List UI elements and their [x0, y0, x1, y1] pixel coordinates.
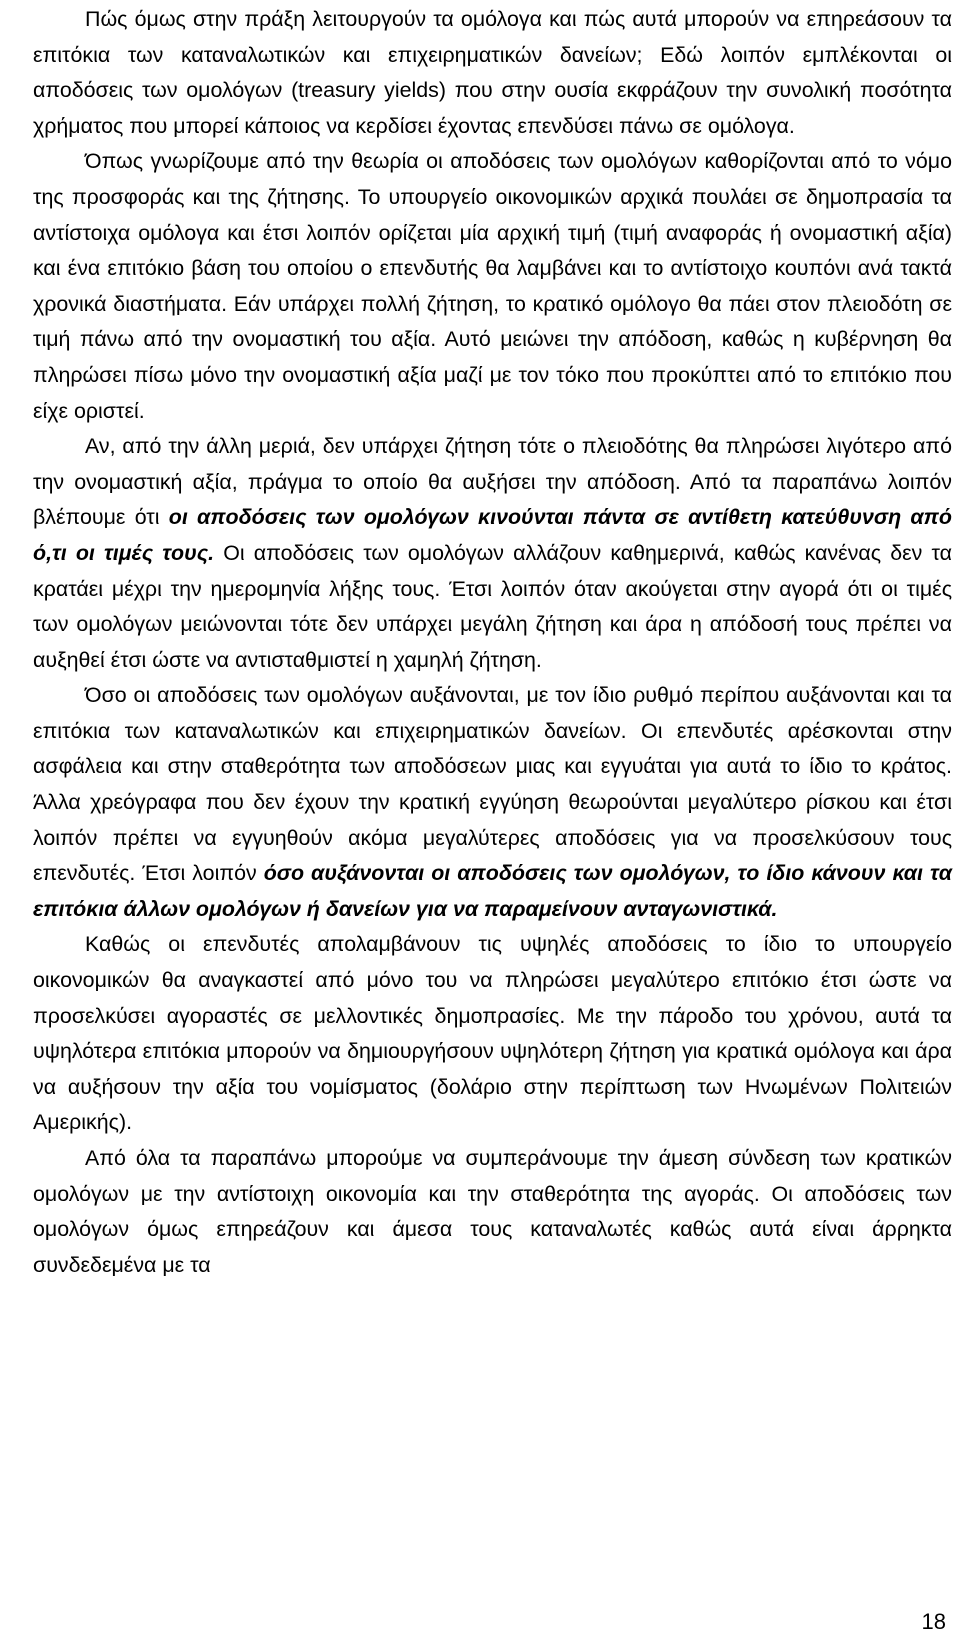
emphasized-text: οι αποδόσεις των ομολόγων κινούνται πάντα σε αντίθετη κατεύθυνση από ό,τι οι τιμές τους. — [33, 505, 952, 565]
paragraph — [33, 678, 952, 927]
text-run: Πώς όμως στην πράξη λειτουργούν τα ομόλογα και πώς αυτά μπορούν να επηρεάσουν τα επιτόκια των καταναλωτικών και επιχειρηματικών δανείων; Εδώ λοιπόν εμπλέκονται οι αποδόσεις των ομολόγων (treasury yields) που στην ουσία εκφράζουν την συνολική ποσότητα χρήματος που μπορεί κάποιος να κερδίσει έχοντας επενδύσει πάνω σε ομόλογα. — [33, 7, 952, 138]
text-run: Από όλα τα παραπάνω μπορούμε να συμπεράνουμε την άμεση σύνδεση των κρατικών ομολόγων με την αντίστοιχη οικονομία και την σταθερότητα της αγοράς. Οι αποδόσεις των ομολόγων όμως επηρεάζουν και άμεσα τους καταναλωτές καθώς αυτά είναι άρρηκτα συνδεδεμένα με τα — [33, 1146, 952, 1277]
paragraph — [33, 927, 952, 1141]
text-run: Όσο οι αποδόσεις των ομολόγων αυξάνονται, με τον ίδιο ρυθμό περίπου αυξάνονται και τα επιτόκια των καταναλωτικών και επιχειρηματικών δανείων. Οι επενδυτές αρέσκονται στην ασφάλεια και στην σταθερότητα των αποδόσεων μιας και εγγυάται για αυτά το ίδιο το κράτος. Άλλα χρεόγραφα που δεν έχουν την κρατική εγγύηση θεωρούνται μεγαλύτερο ρίσκου και έτσι λοιπόν πρέπει να εγγυηθούν ακόμα μεγαλύτερες αποδόσεις για να προσελκύσουν τους επενδυτές. Έτσι λοιπόν — [33, 683, 952, 886]
page-number: 18 — [921, 1609, 946, 1634]
text-run: Όπως γνωρίζουμε από την θεωρία οι αποδόσεις των ομολόγων καθορίζονται από το νόμο της προσφοράς και της ζήτησης. Το υπουργείο οικονομικών αρχικά πουλάει σε δημοπρασία τα αντίστοιχα ομόλογα και έτσι λοιπόν ορίζεται μία αρχική τιμή (τιμή αναφοράς ή ονομαστική αξία) και ένα επιτόκιο βάση του οποίου ο επενδυτής θα λαμβάνει και το αντίστοιχο κουπόνι ανά τακτά χρονικά διαστήματα. Εάν υπάρχει πολλή ζήτηση, το κρατικό ομόλογο θα πάει στον πλειοδότη σε τιμή πάνω από την ονομαστική του αξία. Αυτό μειώνει την απόδοση, καθώς η κυβέρνηση θα πληρώσει πίσω μόνο την ονομαστική αξία μαζί με τον τόκο που προκύπτει από το επιτόκιο που είχε οριστεί. — [33, 149, 952, 423]
text-run: Οι αποδόσεις των ομολόγων αλλάζουν καθημερινά, καθώς κανένας δεν τα κρατάει μέχρι την ημερομηνία λήξης τους. Έτσι λοιπόν όταν ακούγεται στην αγορά ότι οι τιμές των ομολόγων μειώνονται τότε δεν υπάρχει μεγάλη ζήτηση και άρα η απόδοσή τους πρέπει να αυξηθεί έτσι ώστε να αντισταθμιστεί η χαμηλή ζήτηση. — [33, 540, 953, 672]
text-run: Αν, από την άλλη μεριά, δεν υπάρχει ζήτηση τότε ο πλειοδότης θα πληρώσει λιγότερο από την ονομαστική αξία, πράγμα το οποίο θα αυξήσει την απόδοση. Από τα παραπάνω λοιπόν βλέπουμε ότι — [33, 434, 952, 530]
text-run: Καθώς οι επενδυτές απολαμβάνουν τις υψηλές αποδόσεις το ίδιο το υπουργείο οικονομικών θα αναγκαστεί από μόνο του να πληρώσει μεγαλύτερο επιτόκιο έτσι ώστε να προσελκύσει αγοραστές σε μελλοντικές δημοπρασίες. Με την πάροδο του χρόνου, αυτά τα υψηλότερα επιτόκια μπορούν να δημιουργήσουν υψηλότερη ζήτηση για κρατικά ομόλογα και άρα να αυξήσουν την αξία του νομίσματος (δολάριο στην περίπτωση των Ηνωμένων Πολιτειών Αμερικής). — [33, 932, 952, 1135]
body-text — [33, 2, 952, 1283]
paragraph — [33, 2, 952, 144]
paragraph — [33, 1141, 952, 1283]
emphasized-text: όσο αυξάνονται οι αποδόσεις των ομολόγων, το ίδιο κάνουν και τα επιτόκια άλλων ομολόγων ή δανείων για να παραμείνουν ανταγωνιστικά. — [33, 861, 952, 921]
paragraph — [33, 144, 952, 429]
paragraph — [33, 429, 952, 678]
